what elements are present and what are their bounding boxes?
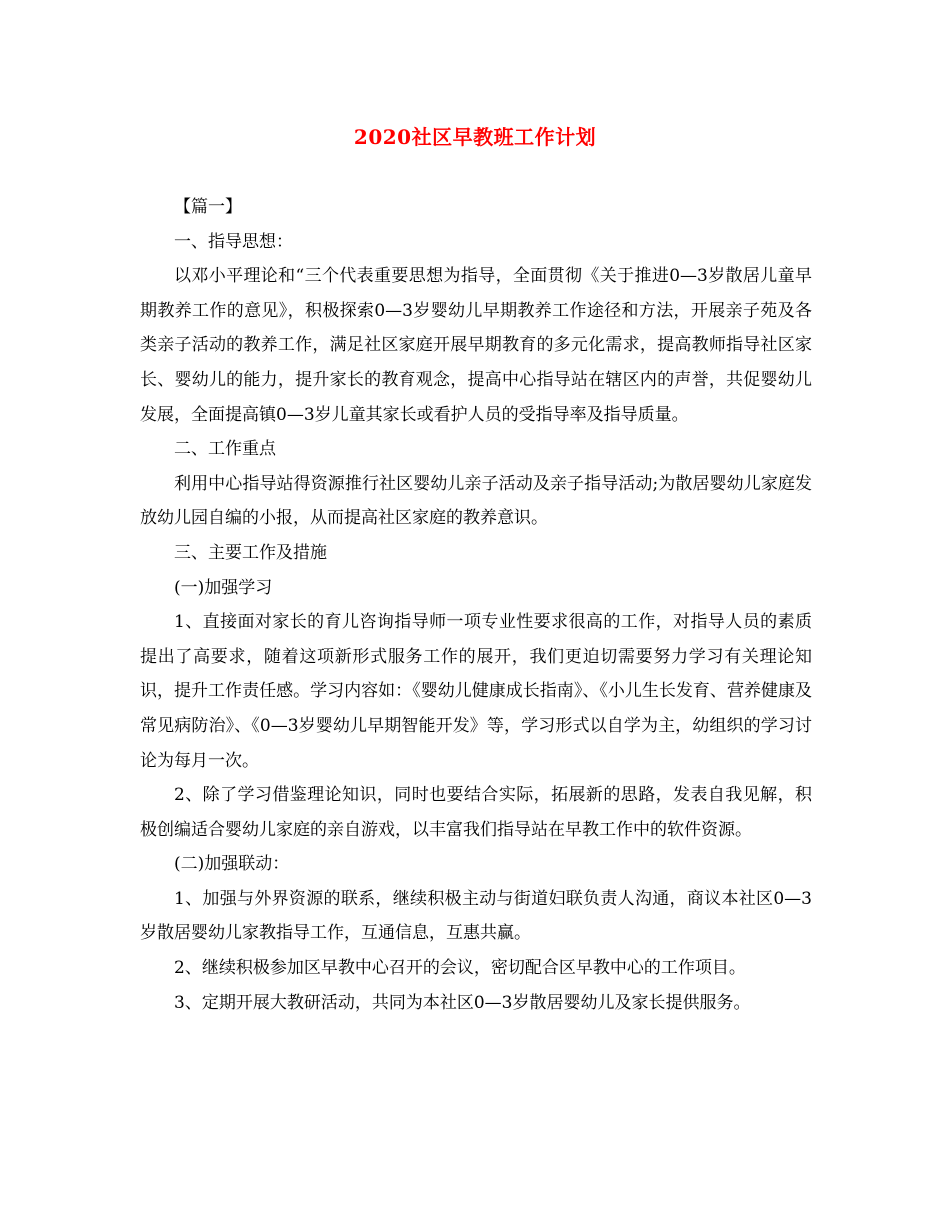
section-tag: 【篇一】 [174, 197, 242, 217]
subsection-heading-linkage: (二)加强联动： [174, 854, 290, 875]
paragraph: 3、定期开展大教研活动，共同为本社区0—3岁散居婴幼儿及家长提供服务。 [174, 992, 751, 1013]
section-heading-guiding-thought: 一、指导思想： [174, 231, 293, 252]
paragraph: 1、直接面对家长的育儿咨询指导师一项专业性要求很高的工作，对指导人员的素质提出了高要求，随着这项新形式服务工作的展开，我们更迫切需要努力学习有关理论知识，提升工作责任感。学习内容如：《婴幼儿健康成长指南》、《小儿生长发育、营养健康及常见病防治》、《0—3岁婴幼儿早期智能开发》等，学习形式以自学为主，幼组织的学习讨论为每月一次。 [140, 612, 812, 771]
paragraph: 以邓小平理论和“三个代表重要思想为指导，全面贯彻《关于推进0—3岁散居儿童早期教养工作的意见》，积极探索0—3岁婴幼儿早期教养工作途径和方法，开展亲子苑及各类亲子活动的教养工作，满足社区家庭开展早期教育的多元化需求，提高教师指导社区家长、婴幼儿的能力，提升家长的教育观念，提高中心指导站在辖区内的声誉，共促婴幼儿发展，全面提高镇0—3岁儿童其家长或看护人员的受指导率及指导质量。 [140, 266, 812, 425]
section-heading-work-focus: 二、工作重点 [174, 439, 276, 460]
paragraph: 2、除了学习借鉴理论知识，同时也要结合实际，拓展新的思路，发表自我见解，积极创编适合婴幼儿家庭的亲自游戏，以丰富我们指导站在早教工作中的软件资源。 [140, 785, 812, 840]
subsection-heading-study: (一)加强学习 [174, 577, 273, 598]
document-body [140, 190, 812, 1020]
section-heading-main-work: 三、主要工作及措施 [174, 542, 327, 563]
paragraph: 利用中心指导站得资源推行社区婴幼儿亲子活动及亲子指导活动;为散居婴幼儿家庭发放幼儿园自编的小报，从而提高社区家庭的教养意识。 [140, 473, 812, 529]
document-title: 2020社区早教班工作计划 [353, 125, 597, 149]
paragraph: 1、加强与外界资源的联系，继续积极主动与街道妇联负责人沟通，商议本社区0—3岁散居婴幼儿家教指导工作，互通信息，互惠共赢。 [140, 888, 812, 944]
paragraph: 2、继续积极参加区早教中心召开的会议，密切配合区早教中心的工作项目。 [174, 958, 746, 979]
